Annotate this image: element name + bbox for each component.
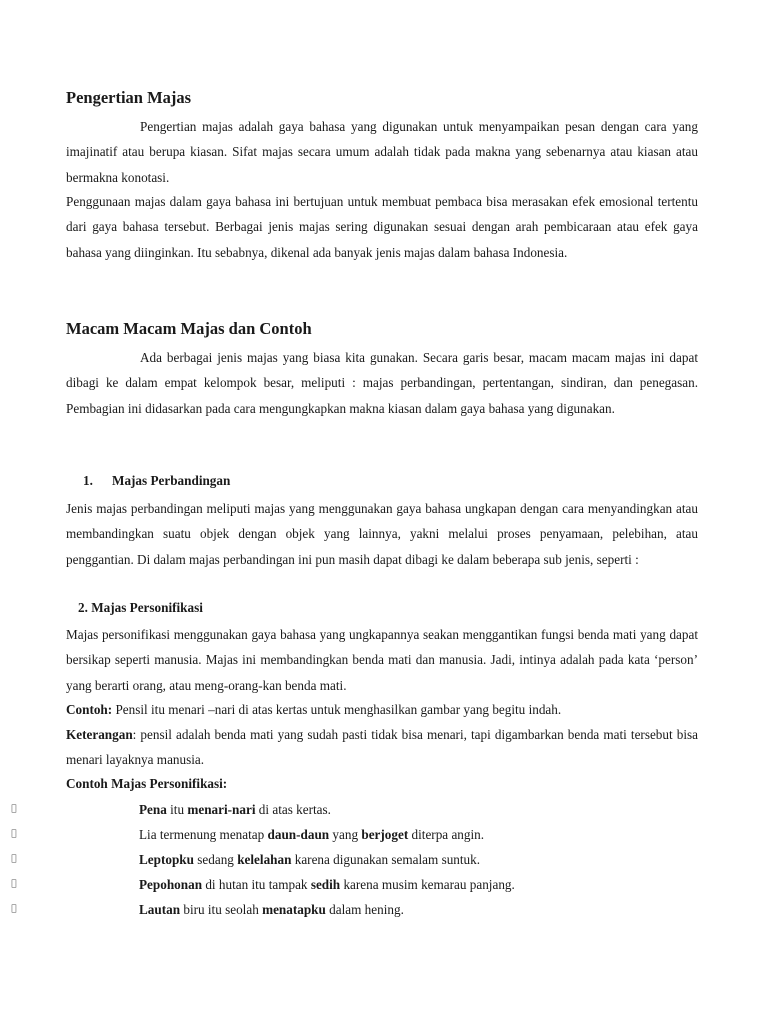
paragraph-pengertian-2: Penggunaan majas dalam gaya bahasa ini bertujuan untuk membuat pembaca bisa merasakan efek emosional tertentu dari gaya bahasa tersebut. Berbagai jenis majas sering digunakan sesuai dengan arah pembicaraan atau efek gaya bahasa yang diinginkan. Itu sebabnya, dikenal ada banyak jenis majas dalam bahasa Indonesia. bbox=[66, 194, 698, 260]
heading-contoh-personifikasi: Contoh Majas Personifikasi: bbox=[66, 776, 228, 791]
example-text: Pepohonan di hutan itu tampak sedih karena musim kemarau panjang. bbox=[139, 877, 515, 892]
heading-pengertian-majas: Pengertian Majas bbox=[66, 88, 192, 107]
list-item bbox=[0, 872, 768, 897]
list-item bbox=[0, 897, 768, 922]
heading-macam-majas: Macam Macam Majas dan Contoh bbox=[66, 319, 312, 338]
bullet-icon bbox=[8, 872, 20, 897]
bullet-icon bbox=[8, 797, 20, 822]
example-text: Leptopku sedang kelelahan karena digunakan semalam suntuk. bbox=[139, 852, 481, 867]
heading-majas-personifikasi: 2. Majas Personifikasi bbox=[78, 600, 203, 615]
list-item bbox=[0, 847, 768, 872]
keterangan-line bbox=[66, 722, 698, 773]
paragraph-macam-majas: Ada berbagai jenis majas yang biasa kita gunakan. Secara garis besar, macam macam majas ini dapat dibagi ke dalam empat kelompok besar, meliputi : majas perbandingan, pertentangan, sindiran, dan penegasan. Pembagian ini didasarkan pada cara mengungkapkan makna kiasan dalam gaya bahasa yang digunakan. bbox=[66, 350, 698, 416]
bullet-icon bbox=[8, 897, 20, 922]
example-text: Lautan biru itu seolah menatapku dalam hening. bbox=[139, 902, 404, 917]
example-text: Lia termenung menatap daun-daun yang berjoget diterpa angin. bbox=[139, 827, 485, 842]
keterangan-label: Keterangan bbox=[66, 727, 133, 742]
contoh-line bbox=[66, 697, 698, 722]
example-text: Pena itu menari-nari di atas kertas. bbox=[139, 802, 331, 817]
list-number-1: 1. bbox=[83, 473, 93, 488]
contoh-text: Pensil itu menari –nari di atas kertas untuk menghasilkan gambar yang begitu indah. bbox=[112, 702, 562, 717]
heading-majas-perbandingan: Majas Perbandingan bbox=[112, 473, 231, 488]
contoh-label: Contoh: bbox=[66, 702, 113, 717]
paragraph-pengertian-1: Pengertian majas adalah gaya bahasa yang digunakan untuk menyampaikan pesan dengan cara yang imajinatif atau berupa kiasan. Sifat majas secara umum adalah tidak pada makna yang sebenarnya atau kiasan atau bermakna konotasi. bbox=[66, 119, 698, 185]
keterangan-text: : pensil adalah benda mati yang sudah pasti tidak bisa menari, tapi digambarkan benda mati tersebut bisa menari layaknya manusia. bbox=[66, 727, 698, 768]
paragraph-majas-perbandingan: Jenis majas perbandingan meliputi majas yang menggunakan gaya bahasa ungkapan dengan cara menyandingkan atau membandingkan suatu objek dengan objek yang lainnya, yakni melalui proses penyamaan, pelebihan, atau penggantian. Di dalam majas perbandingan ini pun masih dapat dibagi ke dalam beberapa sub jenis, seperti : bbox=[66, 501, 698, 567]
bullet-icon bbox=[8, 847, 20, 872]
list-item bbox=[0, 797, 768, 822]
paragraph-majas-personifikasi: Majas personifikasi menggunakan gaya bahasa yang ungkapannya seakan menggantikan fungsi benda mati yang dapat bersikap seperti manusia. Majas ini membandingkan benda mati dan manusia. Jadi, intinya adalah pada kata ‘person’ yang berarti orang, atau meng-orang-kan benda mati. bbox=[66, 627, 698, 693]
bullet-icon bbox=[8, 822, 20, 847]
list-item bbox=[0, 822, 768, 847]
